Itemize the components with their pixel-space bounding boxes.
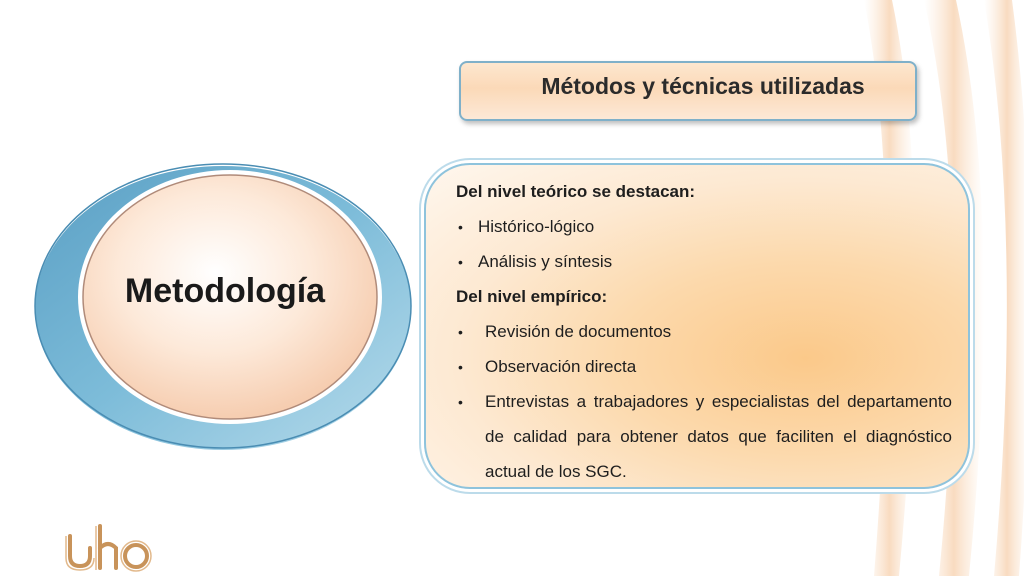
list-item-text: Análisis y síntesis (478, 252, 613, 271)
bullet: • (458, 219, 463, 235)
panel-content (456, 181, 952, 496)
bullet: • (458, 394, 463, 410)
content-panel (424, 163, 970, 489)
list-item-text: Entrevistas a trabajadores y especialistas del departamento de calidad para obtener datos que faciliten el diagnóstico actual de los SGC. (485, 392, 952, 481)
list-item-text: Revisión de documentos (485, 322, 672, 341)
bullet: • (458, 324, 463, 340)
list-item (456, 391, 952, 496)
slide-title: Métodos y técnicas utilizadas (541, 73, 865, 99)
list-item (456, 251, 952, 286)
bullet: • (458, 359, 463, 375)
list-item-text: Observación directa (485, 357, 637, 376)
uho-logo (62, 522, 162, 576)
bullet: • (458, 254, 463, 270)
heading-theoretical: Del nivel teórico se destacan: (456, 182, 696, 201)
list-item-text: Histórico-lógico (478, 217, 595, 236)
list-item (456, 216, 952, 251)
title-box (459, 61, 917, 121)
methodology-label: Metodología (124, 272, 326, 310)
heading-empirical: Del nivel empírico: (456, 287, 608, 306)
list-item (456, 321, 952, 356)
